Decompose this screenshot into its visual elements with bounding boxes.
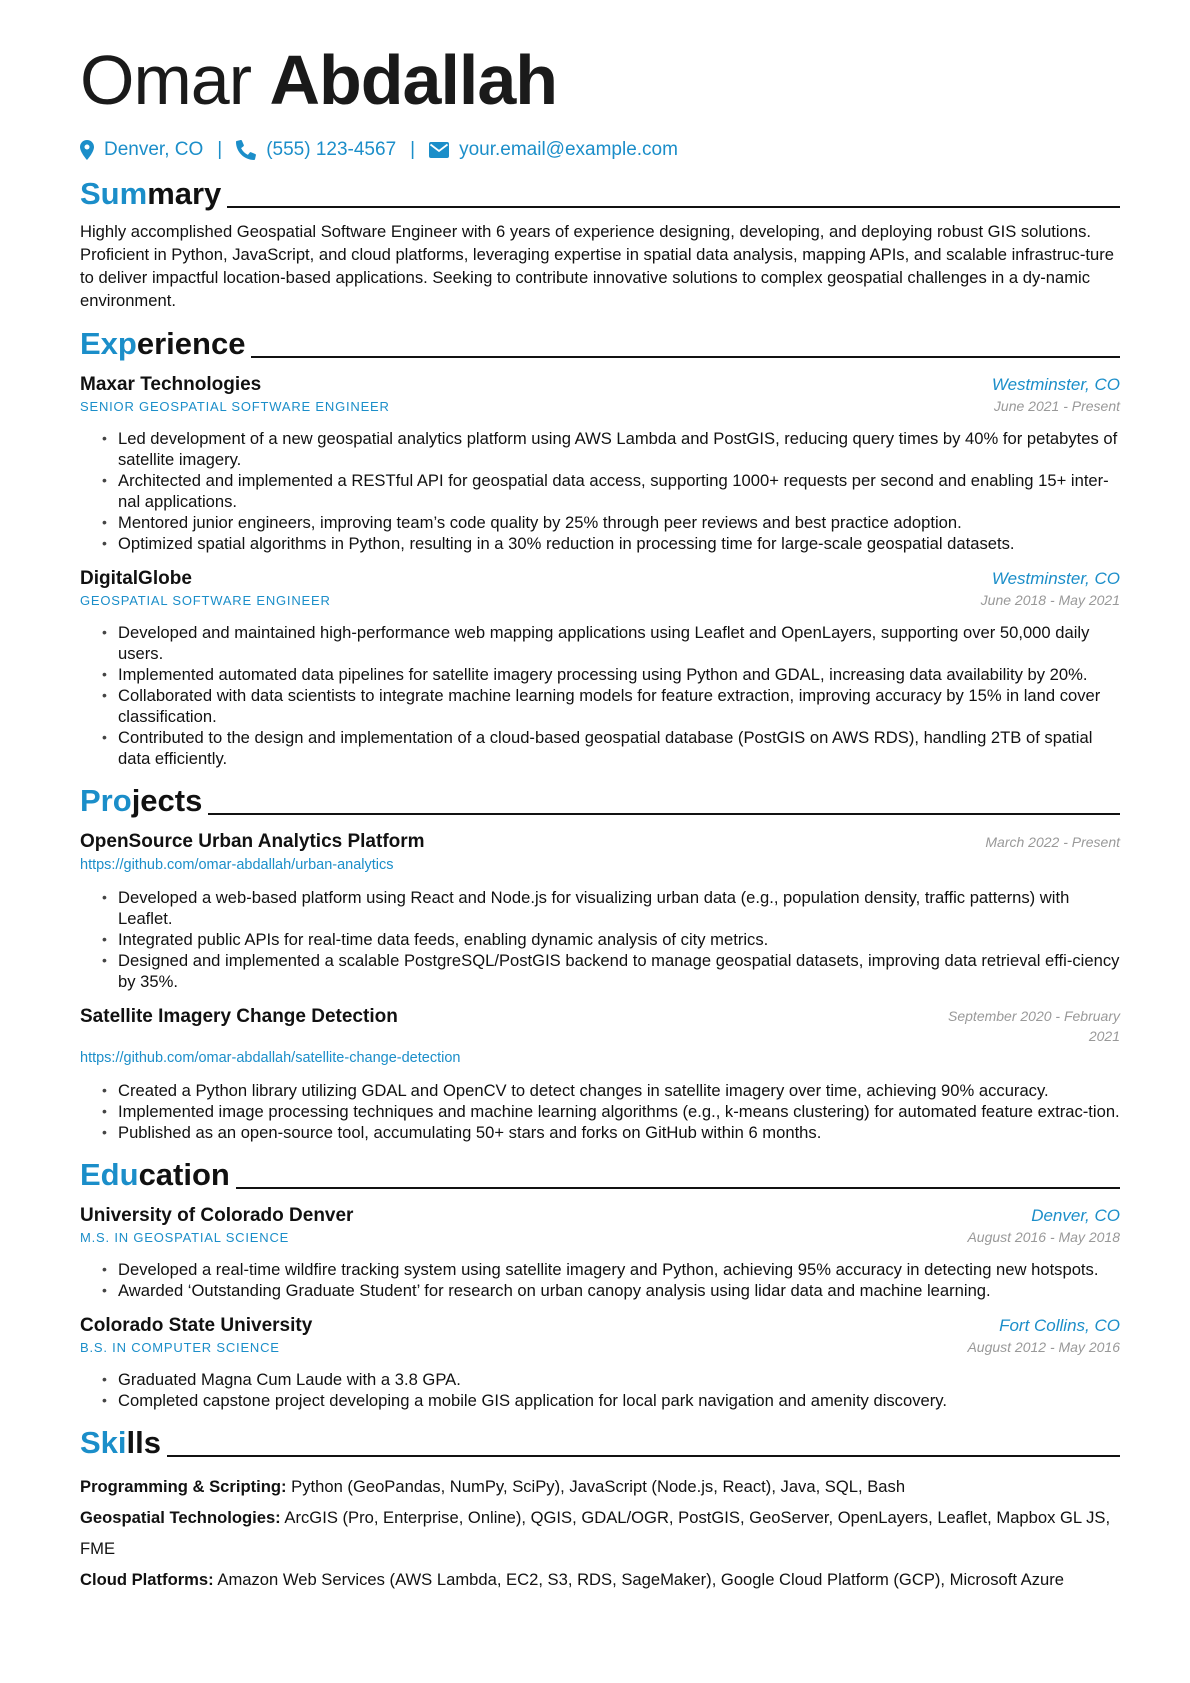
company-name: DigitalGlobe <box>80 568 192 589</box>
entry-dates: June 2018 - May 2021 <box>980 592 1120 608</box>
entry-dates: August 2012 - May 2016 <box>967 1339 1120 1355</box>
skills-list <box>80 1471 1120 1595</box>
list-item: • Collaborated with data scientists to integrate machine learning models for feature extraction, improving accuracy by 15% in land cover classification. <box>118 685 1120 727</box>
entry-dates: September 2020 - February 2021 <box>948 1008 1120 1044</box>
location-text: Denver, CO <box>104 139 204 160</box>
contact-separator: | <box>217 139 223 160</box>
skill-row <box>80 1502 1120 1564</box>
contact-location <box>80 139 203 161</box>
section-rule <box>251 356 1120 358</box>
contact-email[interactable] <box>429 139 678 161</box>
bullet-list <box>80 887 1120 992</box>
project-entry <box>80 831 1120 992</box>
list-item: • Contributed to the design and implementation of a cloud-based geospatial database (PostGIS on AWS RDS), handling 2TB of spatial data efficiently. <box>118 727 1120 769</box>
map-pin-icon <box>80 140 94 160</box>
section-rule <box>167 1455 1120 1457</box>
contact-separator: | <box>410 139 416 160</box>
entry-location: Westminster, CO <box>991 375 1120 394</box>
section-title: Experience <box>80 326 246 361</box>
first-name: Omar <box>80 41 251 119</box>
list-item: • Architected and implemented a RESTful API for geospatial data access, supporting 1000+ requests per second and enabling 15+ inter-nal applications. <box>118 470 1120 512</box>
project-name: Satellite Imagery Change Detection <box>80 1006 398 1027</box>
list-item: • Graduated Magna Cum Laude with a 3.8 GPA. <box>118 1369 1120 1390</box>
job-title: GEOSPATIAL SOFTWARE ENGINEER <box>80 593 331 608</box>
list-item: • Created a Python library utilizing GDAL and OpenCV to detect changes in satellite imagery over time, achieving 90% accuracy. <box>118 1080 1120 1101</box>
section-header-summary <box>80 174 1120 214</box>
entry-location: Denver, CO <box>1031 1206 1120 1225</box>
list-item: • Integrated public APIs for real-time data feeds, enabling dynamic analysis of city metrics. <box>118 929 1120 950</box>
summary-text: Highly accomplished Geospatial Software Engineer with 6 years of experience designing, developing, and deploying robust GIS solutions. Proficient in Python, JavaScript, and cloud platforms, leveraging expertise in spatial data analysis, mapping APIs, and scalable infrastruc-ture to deliver impactful location-based applications. Seeking to contribute innovative solutions to complex geospatial challenges in a dy-namic environment. <box>80 222 1114 310</box>
bullet-list <box>80 1369 1120 1411</box>
section-title: Skills <box>80 1425 161 1460</box>
skill-row <box>80 1564 1120 1595</box>
education-entry <box>80 1315 1120 1411</box>
phone-icon <box>236 140 256 160</box>
school-name: Colorado State University <box>80 1315 313 1336</box>
list-item: • Developed a real-time wildfire tracking system using satellite imagery and Python, achieving 95% accuracy in detecting new hotspots. <box>118 1259 1120 1280</box>
degree: M.S. IN GEOSPATIAL SCIENCE <box>80 1230 290 1245</box>
skill-value: Amazon Web Services (AWS Lambda, EC2, S3, RDS, SageMaker), Google Cloud Platform (GCP), Microsoft Azure <box>217 1570 1064 1589</box>
section-rule <box>208 813 1120 815</box>
email-link: your.email@example.com <box>459 139 678 160</box>
bullet-list <box>80 622 1120 769</box>
project-entry <box>80 1006 1120 1143</box>
list-item: • Implemented image processing techniques and machine learning algorithms (e.g., k-means clustering) for automated feature extrac-tion. <box>118 1101 1120 1122</box>
list-item: • Awarded ‘Outstanding Graduate Student’ for research on urban canopy analysis using lidar data and machine learning. <box>118 1280 1120 1301</box>
job-title: SENIOR GEOSPATIAL SOFTWARE ENGINEER <box>80 399 390 414</box>
skill-label: Programming & Scripting: <box>80 1477 287 1496</box>
skill-row <box>80 1471 1120 1502</box>
list-item: • Optimized spatial algorithms in Python, resulting in a 30% reduction in processing time for large-scale geospatial datasets. <box>118 533 1120 554</box>
section-header-skills <box>80 1423 1120 1463</box>
skill-value: Python (GeoPandas, NumPy, SciPy), JavaScript (Node.js, React), Java, SQL, Bash <box>291 1477 906 1496</box>
list-item: • Completed capstone project developing a mobile GIS application for local park navigation and amenity discovery. <box>118 1390 1120 1411</box>
list-item: • Designed and implemented a scalable PostgreSQL/PostGIS backend to manage geospatial datasets, improving data retrieval effi-ciency by 35%. <box>118 950 1120 992</box>
list-item: • Developed and maintained high-performance web mapping applications using Leaflet and OpenLayers, supporting over 50,000 daily users. <box>118 622 1120 664</box>
list-item: • Developed a web-based platform using React and Node.js for visualizing urban data (e.g., population density, traffic patterns) with Leaflet. <box>118 887 1120 929</box>
company-name: Maxar Technologies <box>80 374 262 395</box>
contact-bar <box>80 136 1120 164</box>
project-name: OpenSource Urban Analytics Platform <box>80 831 425 852</box>
section-title: Summary <box>80 176 222 211</box>
skill-value: ArcGIS (Pro, Enterprise, Online), QGIS, GDAL/OGR, PostGIS, GeoServer, OpenLayers, Leaflet, Mapbox GL JS, FME <box>80 1508 1111 1558</box>
contact-phone[interactable] <box>236 139 396 161</box>
list-item: • Led development of a new geospatial analytics platform using AWS Lambda and PostGIS, reducing query times by 40% for petabytes of satellite imagery. <box>118 428 1120 470</box>
list-item: • Published as an open-source tool, accumulating 50+ stars and forks on GitHub within 6 months. <box>118 1122 1120 1143</box>
skill-label: Cloud Platforms: <box>80 1570 214 1589</box>
school-name: University of Colorado Denver <box>80 1205 354 1226</box>
section-title: Projects <box>80 783 203 818</box>
section-header-projects <box>80 781 1120 821</box>
candidate-name <box>80 38 1120 122</box>
entry-location: Fort Collins, CO <box>999 1316 1120 1335</box>
envelope-icon <box>429 142 449 158</box>
entry-dates: June 2021 - Present <box>993 398 1120 414</box>
project-link[interactable]: https://github.com/omar-abdallah/urban-analytics <box>80 857 394 873</box>
section-header-education <box>80 1155 1120 1195</box>
entry-dates: March 2022 - Present <box>985 834 1120 850</box>
section-rule <box>227 206 1120 208</box>
skill-label: Geospatial Technologies: <box>80 1508 281 1527</box>
entry-dates: August 2016 - May 2018 <box>967 1229 1120 1245</box>
bullet-list <box>80 1080 1120 1143</box>
last-name: Abdallah <box>269 41 558 119</box>
list-item: • Mentored junior engineers, improving team’s code quality by 25% through peer reviews and best practice adoption. <box>118 512 1120 533</box>
experience-entry <box>80 568 1120 769</box>
education-entry <box>80 1205 1120 1301</box>
entry-location: Westminster, CO <box>991 569 1120 588</box>
section-title: Education <box>80 1157 230 1192</box>
section-header-experience <box>80 324 1120 364</box>
list-item: • Implemented automated data pipelines for satellite imagery processing using Python and GDAL, increasing data availability by 20%. <box>118 664 1120 685</box>
phone-text: (555) 123-4567 <box>266 139 397 160</box>
bullet-list <box>80 428 1120 554</box>
section-rule <box>236 1187 1120 1189</box>
bullet-list <box>80 1259 1120 1301</box>
degree: B.S. IN COMPUTER SCIENCE <box>80 1340 280 1355</box>
experience-entry <box>80 374 1120 554</box>
project-link[interactable]: https://github.com/omar-abdallah/satellite-change-detection <box>80 1050 461 1066</box>
resume-page <box>80 38 1120 1595</box>
